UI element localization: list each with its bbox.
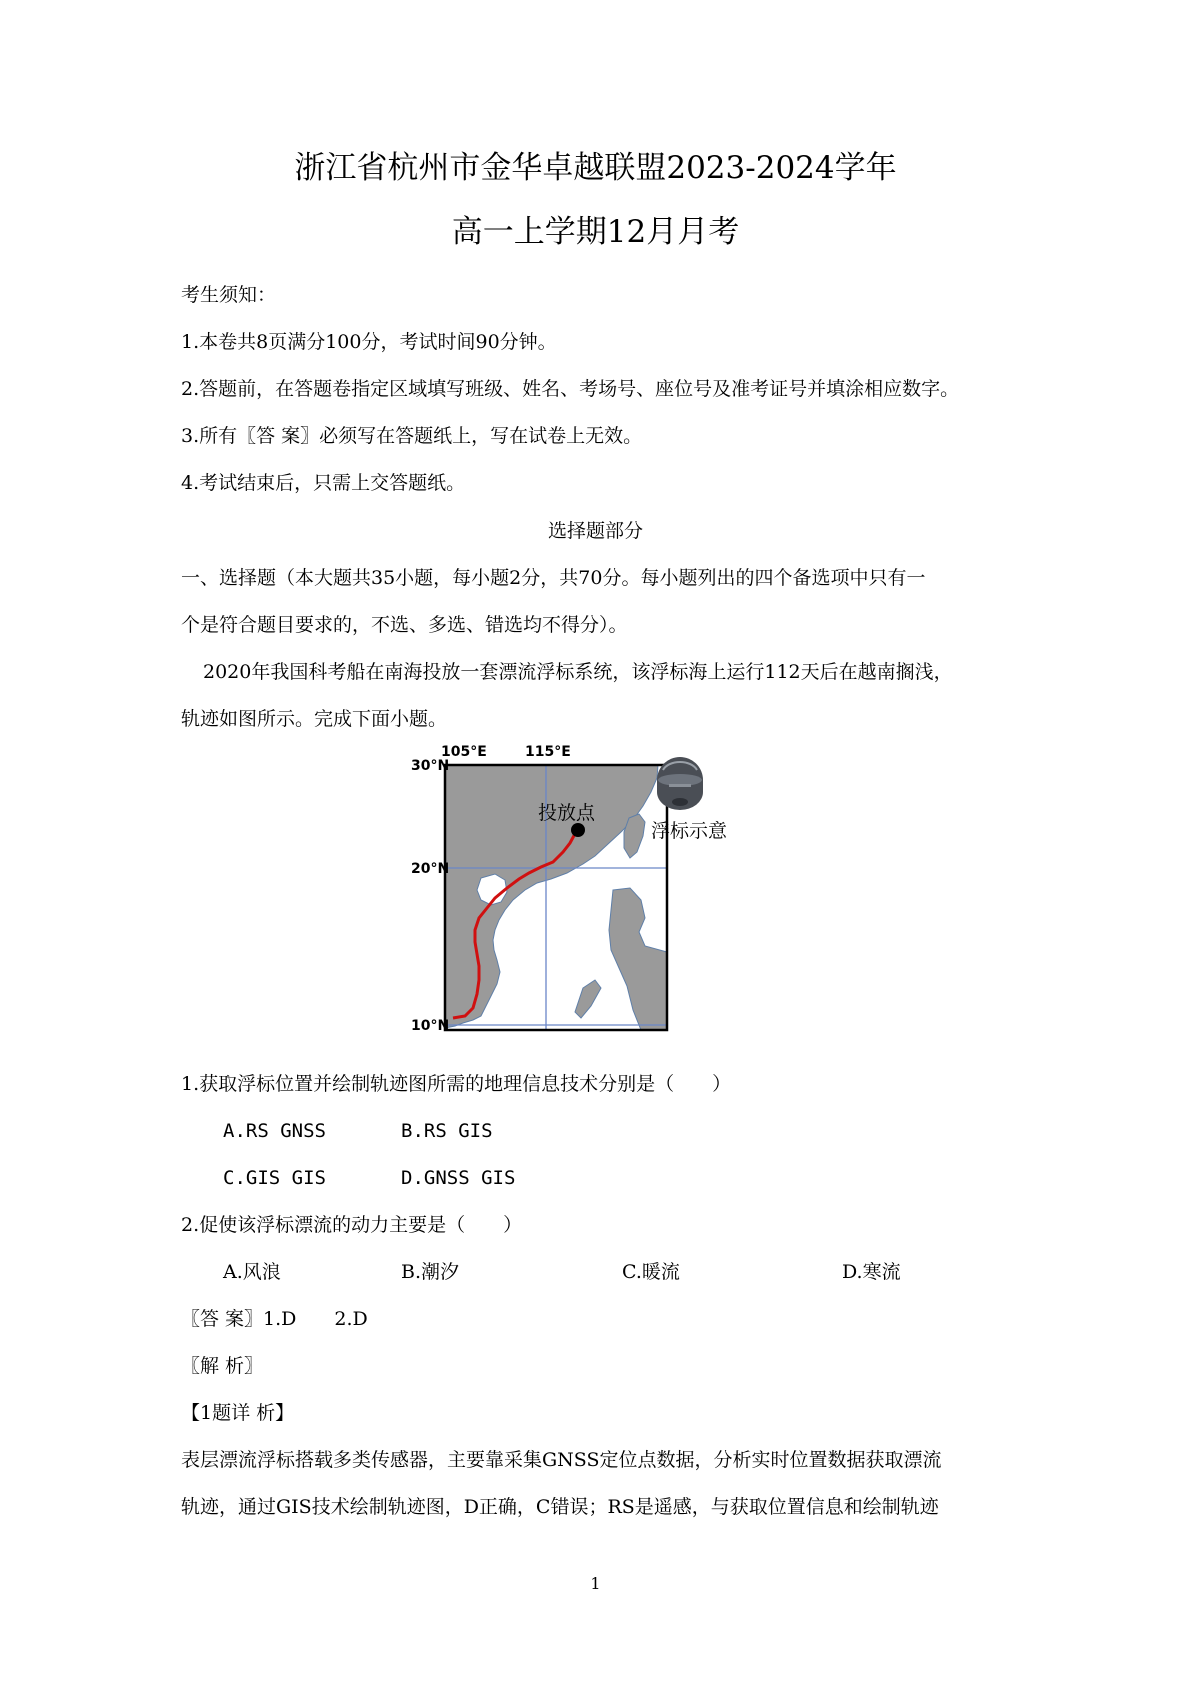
analysis-label: 〖解 析〗 xyxy=(181,1355,264,1377)
lon-label-115e: 115°E xyxy=(525,744,571,760)
analysis-q1-heading: 【1题详 析】 xyxy=(181,1402,295,1424)
buoy-illustration xyxy=(657,757,703,810)
question-1-option-a: A.RS GNSS xyxy=(223,1120,326,1142)
question-2-option-c: C.暖流 xyxy=(622,1261,680,1283)
notice-item-3: 3.所有〖答 案〗必须写在答题纸上，写在试卷上无效。 xyxy=(181,425,643,447)
answer-label: 〖答 案〗 xyxy=(181,1308,264,1330)
release-point-marker xyxy=(571,823,585,837)
notice-item-2: 2.答题前，在答题卷指定区域填写班级、姓名、考场号、座位号及准考证号并填涂相应数字。 xyxy=(181,378,960,400)
question-2-option-a: A.风浪 xyxy=(223,1261,281,1283)
section-title: 选择题部分 xyxy=(547,520,643,542)
question-1-stem: 1.获取浮标位置并绘制轨迹图所需的地理信息技术分别是（ ） xyxy=(181,1073,732,1095)
notice-item-1: 1.本卷共8页满分100分，考试时间90分钟。 xyxy=(181,331,557,353)
notice-item-4: 4.考试结束后，只需上交答题纸。 xyxy=(181,472,466,494)
question-2-stem: 2.促使该浮标漂流的动力主要是（ ） xyxy=(181,1214,523,1236)
question-1-option-d: D.GNSS GIS xyxy=(401,1167,516,1189)
exam-title-line2: 高一上学期12月月考 xyxy=(451,214,740,250)
passage-line1: 2020年我国科考船在南海投放一套漂流浮标系统，该浮标海上运行112天后在越南搁浅， xyxy=(203,661,953,683)
question-1-option-c: C.GIS GIS xyxy=(223,1167,326,1189)
analysis-line2: 轨迹，通过GIS技术绘制轨迹图，D正确，C错误；RS是遥感，与获取位置信息和绘制轨迹 xyxy=(181,1496,939,1518)
lat-label-10n: 10°N xyxy=(411,1018,450,1034)
question-1-option-b: B.RS GIS xyxy=(401,1120,493,1142)
question-2-option-b: B.潮汐 xyxy=(401,1261,460,1283)
section-instruction-line1: 一、选择题（本大题共35小题，每小题2分，共70分。每小题列出的四个备选项中只有一 xyxy=(181,567,926,589)
passage-line2: 轨迹如图所示。完成下面小题。 xyxy=(181,708,448,730)
buoy-track-map xyxy=(405,740,790,1050)
release-point-label: 投放点 xyxy=(538,802,596,824)
buoy-track-figure xyxy=(405,740,790,1050)
analysis-line1: 表层漂流浮标搭载多类传感器，主要靠采集GNSS定位点数据，分析实时位置数据获取漂流 xyxy=(181,1449,942,1471)
buoy-label: 浮标示意 xyxy=(651,820,728,842)
lon-label-105e: 105°E xyxy=(441,744,487,760)
lat-label-20n: 20°N xyxy=(411,861,450,877)
section-instruction-line2: 个是符合题目要求的，不选、多选、错选均不得分）。 xyxy=(181,614,628,636)
answer-values: 1.D 2.D xyxy=(263,1308,368,1330)
question-2-option-d: D.寒流 xyxy=(842,1261,901,1283)
page-number: 1 xyxy=(590,1574,601,1593)
notice-heading: 考生须知： xyxy=(181,284,277,306)
exam-title-line1: 浙江省杭州市金华卓越联盟2023-2024学年 xyxy=(294,150,897,186)
answer-line xyxy=(181,1305,368,1333)
lat-label-30n: 30°N xyxy=(411,758,450,774)
